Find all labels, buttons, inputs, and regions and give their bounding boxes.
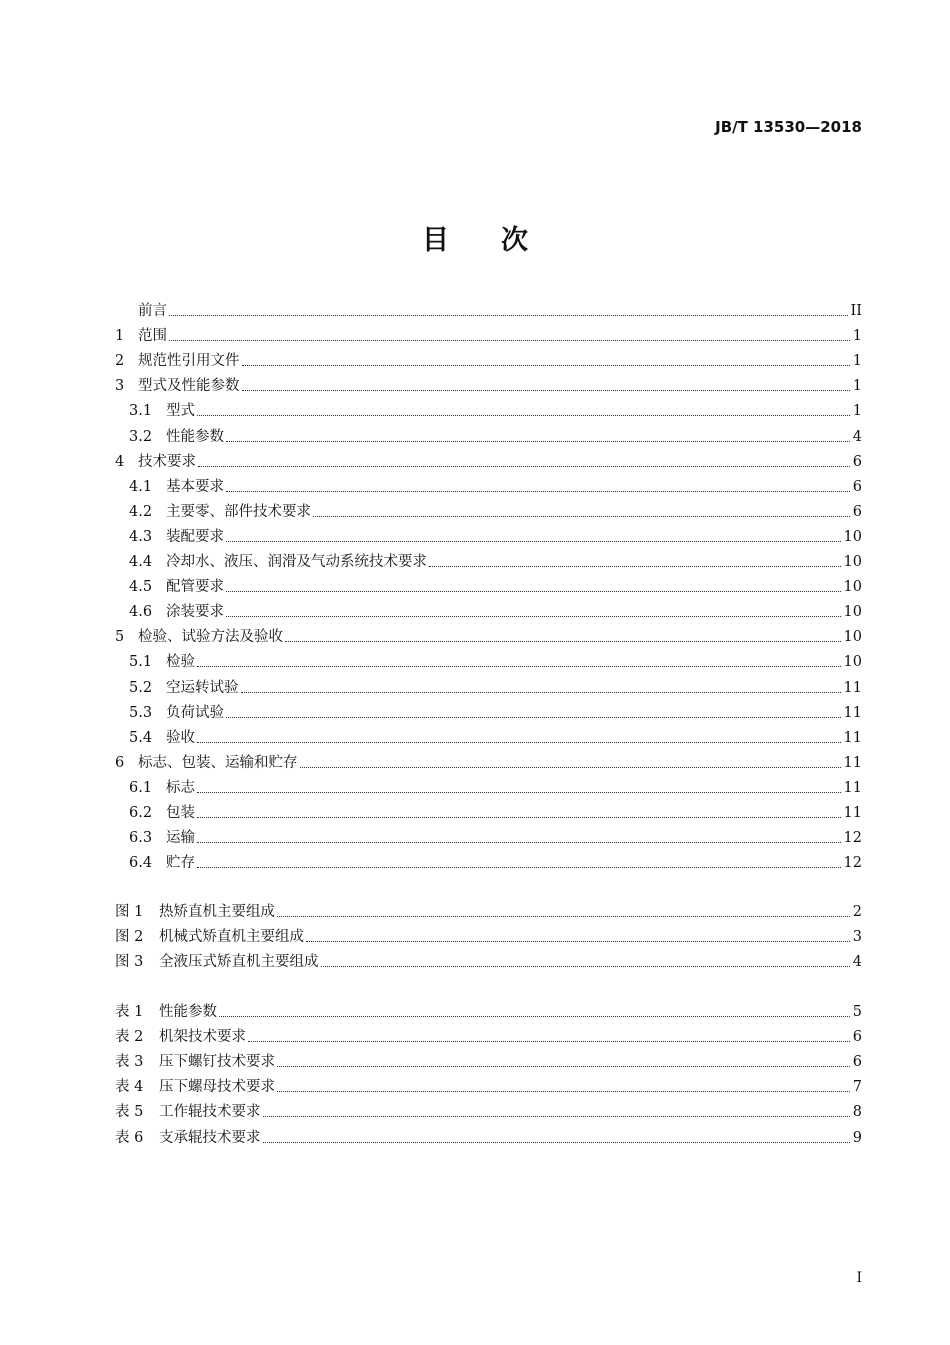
entry-number: 表 1 xyxy=(115,1004,144,1020)
entry-label: 压下螺钉技术要求 xyxy=(159,1054,275,1071)
toc-entry[interactable] xyxy=(115,853,862,873)
entry-label: 装配要求 xyxy=(166,528,224,545)
entry-number: 4 xyxy=(115,453,125,470)
entry-label: 配管要求 xyxy=(166,579,224,596)
toc-entry[interactable] xyxy=(115,778,862,798)
entry-page: 6 xyxy=(852,478,862,495)
entry-label: 标志、包装、运输和贮存 xyxy=(138,754,298,771)
entry-page: 3 xyxy=(852,929,862,946)
toc-entry[interactable] xyxy=(115,301,862,321)
toc-entry[interactable] xyxy=(115,351,862,371)
toc-entry[interactable] xyxy=(115,477,862,497)
leader-dots xyxy=(219,1016,850,1017)
entry-number: 6 xyxy=(115,754,125,771)
entry-label: 标志 xyxy=(166,779,195,796)
entry-label: 机架技术要求 xyxy=(159,1029,246,1046)
entry-label: 工作辊技术要求 xyxy=(159,1104,261,1121)
toc-entry[interactable] xyxy=(115,703,862,723)
toc-entry[interactable] xyxy=(115,502,862,522)
table-entry[interactable] xyxy=(115,1128,862,1148)
toc-entry[interactable] xyxy=(115,527,862,547)
entry-page: 10 xyxy=(843,629,862,646)
leader-dots xyxy=(248,1041,850,1042)
entry-page: 10 xyxy=(843,554,862,570)
entry-number: 表 2 xyxy=(115,1029,144,1046)
leader-dots xyxy=(263,1142,850,1143)
toc-entry[interactable] xyxy=(115,401,862,421)
entry-page: 1 xyxy=(852,353,862,370)
entry-page: 10 xyxy=(843,528,862,545)
entry-page: 6 xyxy=(852,503,862,520)
entry-label: 性能参数 xyxy=(159,1004,217,1020)
title-char-2: 次 xyxy=(501,225,528,256)
leader-dots xyxy=(197,842,841,843)
entry-page: 6 xyxy=(852,1054,862,1071)
entry-page: 11 xyxy=(843,679,862,696)
entry-label: 规范性引用文件 xyxy=(138,353,240,370)
entry-label: 技术要求 xyxy=(138,453,196,470)
leader-dots xyxy=(277,916,850,917)
entry-page: 4 xyxy=(852,954,862,971)
entry-page: 6 xyxy=(852,1029,862,1046)
toc-entry[interactable] xyxy=(115,803,862,823)
entry-number: 6.4 xyxy=(129,855,153,872)
leader-dots xyxy=(169,315,848,316)
entry-page: 1 xyxy=(852,328,862,345)
toc-entry[interactable] xyxy=(115,376,862,396)
leader-dots xyxy=(197,742,841,743)
entry-label: 运输 xyxy=(166,830,195,847)
entry-number: 5.2 xyxy=(129,679,153,696)
entry-number: 4.5 xyxy=(129,579,153,596)
entry-number: 4.4 xyxy=(129,554,153,570)
standard-code: JB/T 13530—2018 xyxy=(715,118,862,136)
leader-dots xyxy=(197,415,850,416)
entry-page: 1 xyxy=(852,403,862,420)
entry-label: 检验 xyxy=(166,654,195,671)
table-entry[interactable] xyxy=(115,1027,862,1047)
table-entry[interactable] xyxy=(115,1077,862,1097)
entry-number: 3.1 xyxy=(129,403,153,420)
leader-dots xyxy=(197,792,841,793)
table-entry[interactable] xyxy=(115,1052,862,1072)
toc-entry[interactable] xyxy=(115,678,862,698)
entry-label: 贮存 xyxy=(166,855,195,872)
figure-entry[interactable] xyxy=(115,952,862,972)
entry-number: 表 5 xyxy=(115,1104,144,1121)
entry-label: 负荷试验 xyxy=(166,704,224,721)
entry-number: 表 4 xyxy=(115,1079,144,1096)
leader-dots xyxy=(198,466,850,467)
toc-entry[interactable] xyxy=(115,577,862,597)
figure-entry[interactable] xyxy=(115,902,862,922)
entry-page: 12 xyxy=(843,830,862,847)
entry-page: 11 xyxy=(843,779,862,796)
entry-page: 4 xyxy=(852,428,862,445)
toc-entry[interactable] xyxy=(115,552,862,572)
entry-page: 10 xyxy=(843,579,862,596)
entry-page: 8 xyxy=(852,1104,862,1121)
toc-entry[interactable] xyxy=(115,427,862,447)
entry-label: 涂装要求 xyxy=(166,604,224,621)
entry-number: 5.1 xyxy=(129,654,153,671)
entry-label: 全液压式矫直机主要组成 xyxy=(159,954,319,971)
toc-entry[interactable] xyxy=(115,652,862,672)
entry-label: 包装 xyxy=(166,805,195,821)
leader-dots xyxy=(321,966,850,967)
entry-number: 6.2 xyxy=(129,805,153,821)
entry-label: 基本要求 xyxy=(166,478,224,495)
entry-page: 2 xyxy=(852,904,862,920)
entry-number: 图 3 xyxy=(115,954,144,971)
page-number: I xyxy=(856,1270,862,1286)
entry-number: 图 2 xyxy=(115,929,144,946)
entry-label: 前言 xyxy=(138,303,167,319)
entry-number: 1 xyxy=(115,328,125,345)
toc-entry[interactable] xyxy=(115,627,862,647)
entry-page: 5 xyxy=(852,1004,862,1020)
entry-label: 型式 xyxy=(166,403,195,420)
leader-dots xyxy=(429,566,841,567)
title-char-1: 目 xyxy=(422,225,449,256)
entry-page: 10 xyxy=(843,654,862,671)
leader-dots xyxy=(242,390,850,391)
page-title xyxy=(0,218,950,257)
entry-label: 空运转试验 xyxy=(166,679,239,696)
entry-page: 11 xyxy=(843,805,862,821)
entry-page: 11 xyxy=(843,704,862,721)
figure-entry[interactable] xyxy=(115,927,862,947)
entry-number: 表 6 xyxy=(115,1129,144,1146)
entry-label: 型式及性能参数 xyxy=(138,378,240,395)
entry-label: 检验、试验方法及验收 xyxy=(138,629,283,646)
entry-number: 5 xyxy=(115,629,125,646)
entry-number: 3.2 xyxy=(129,428,153,445)
leader-dots xyxy=(226,616,841,617)
leader-dots xyxy=(226,491,850,492)
leader-dots xyxy=(226,441,850,442)
entry-page: 10 xyxy=(843,604,862,621)
toc-entry[interactable] xyxy=(115,753,862,773)
leader-dots xyxy=(197,817,841,818)
leader-dots xyxy=(226,591,841,592)
entry-label: 验收 xyxy=(166,729,195,746)
toc-entry[interactable] xyxy=(115,728,862,748)
entry-number: 表 3 xyxy=(115,1054,144,1071)
entry-page: 11 xyxy=(843,729,862,746)
entry-number: 5.4 xyxy=(129,729,153,746)
entry-number: 2 xyxy=(115,353,125,370)
entry-number: 图 1 xyxy=(115,904,144,920)
entry-page: 7 xyxy=(852,1079,862,1096)
entry-number: 4.6 xyxy=(129,604,153,621)
table-entry[interactable] xyxy=(115,1102,862,1122)
leader-dots xyxy=(277,1091,850,1092)
entry-number: 6.3 xyxy=(129,830,153,847)
leader-dots xyxy=(242,365,850,366)
table-entry[interactable] xyxy=(115,1002,862,1022)
leader-dots xyxy=(277,1066,850,1067)
entry-number: 5.3 xyxy=(129,704,153,721)
entry-number: 4.2 xyxy=(129,503,153,520)
entry-label: 性能参数 xyxy=(166,428,224,445)
entry-page: 11 xyxy=(843,754,862,771)
entry-label: 范围 xyxy=(138,328,167,345)
leader-dots xyxy=(197,666,841,667)
entry-number: 4.3 xyxy=(129,528,153,545)
leader-dots xyxy=(300,767,841,768)
toc-entry[interactable] xyxy=(115,326,862,346)
leader-dots xyxy=(263,1116,850,1117)
leader-dots xyxy=(226,541,841,542)
entry-label: 机械式矫直机主要组成 xyxy=(159,929,304,946)
toc-entry[interactable] xyxy=(115,452,862,472)
entry-number: 4.1 xyxy=(129,478,153,495)
entry-page: 1 xyxy=(852,378,862,395)
leader-dots xyxy=(226,717,841,718)
toc-entry[interactable] xyxy=(115,828,862,848)
entry-number: 3 xyxy=(115,378,125,395)
leader-dots xyxy=(197,867,841,868)
entry-label: 压下螺母技术要求 xyxy=(159,1079,275,1096)
toc-entry[interactable] xyxy=(115,602,862,622)
entry-page: 6 xyxy=(852,453,862,470)
leader-dots xyxy=(241,692,841,693)
entry-label: 主要零、部件技术要求 xyxy=(166,503,311,520)
leader-dots xyxy=(169,340,850,341)
entry-label: 热矫直机主要组成 xyxy=(159,904,275,920)
entry-page: 12 xyxy=(843,855,862,872)
entry-page: II xyxy=(850,303,862,319)
leader-dots xyxy=(313,516,850,517)
leader-dots xyxy=(306,941,850,942)
entry-number: 6.1 xyxy=(129,779,153,796)
entry-page: 9 xyxy=(852,1129,862,1146)
entry-label: 冷却水、液压、润滑及气动系统技术要求 xyxy=(166,554,427,570)
leader-dots xyxy=(285,641,841,642)
entry-label: 支承辊技术要求 xyxy=(159,1129,261,1146)
